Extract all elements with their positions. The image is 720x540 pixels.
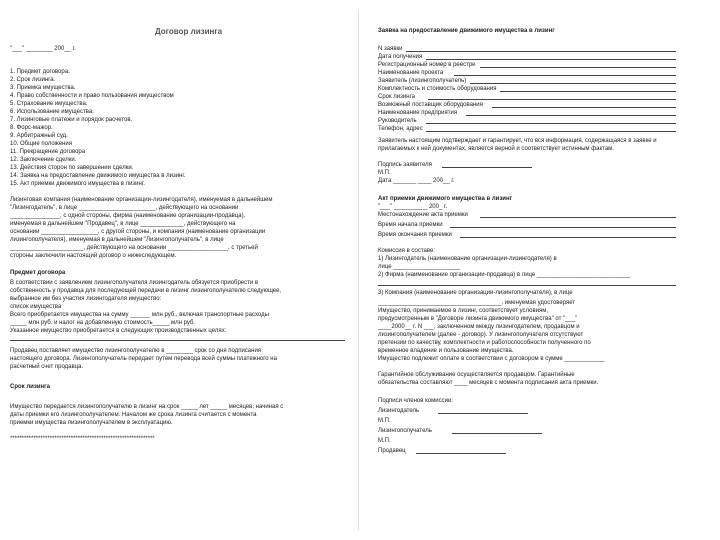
field-blank [492,107,676,108]
intro-line: лизингополучателя), именуемая в дальнейшем "Лизингополучатель", в лице [10,237,224,243]
subject-line: В соответствии с заявлением лизингополучателя лизингодатель обязуется приобрести в [10,280,259,286]
act-text-line: Имущество подлежит оплате в соответствии с договором в сумме ____________ [378,356,605,362]
application-field: Руководитель [378,118,417,124]
toc-item: 10. Общие положения [10,141,72,147]
signature-line: М.П. [378,438,391,444]
term-line: даты приемки его лизингополучателем. Началом же срока лизинга считается с момента [10,412,257,418]
warranty-line: обязательства составляют ____ месяцев с момента подписания акта приемки. [378,380,599,386]
subject-line: _____ млн руб. и налог на добавленную стоимость_____ млн руб. [10,320,196,326]
stars-separator: ************************************************************** [10,436,155,442]
subject-tail-line: настоящего договора. Лизингополучатель передает путем перевода всей суммы платежного на [10,356,277,362]
toc-item: 12. Заключение сделки. [10,157,77,163]
signature-line: М.П. [378,418,391,424]
field-blank [406,51,676,52]
signature-blank [438,413,528,414]
sign-line: М.П. [378,170,391,176]
field-blank [480,67,676,68]
subject-line: выбранное им без участия лизингодателя имущество: [10,296,162,302]
field-blank [426,59,676,60]
application-field: Телефон, адрес [378,126,423,132]
contract-title: Договор лизинга [155,27,223,36]
subject-line: собственность у продавца для последующей передачи в лизинг лизингополучателю следующее, [10,288,282,294]
right-page [360,0,720,540]
subject-heading: Предмет договора [10,270,66,276]
application-heading: Заявка на предоставление движимого имущества в лизинг [378,28,555,34]
intro-line: ______________________, действующего на основании __________________, с третьей [10,245,258,251]
application-field: Дата получения [378,54,423,60]
toc-item: 3. Приемка имущества. [10,85,76,91]
signature-blank [452,433,542,434]
application-field: Комплектность и стоимость оборудования [378,86,497,92]
guarantee-line: Заявитель настоящим подтверждает и гарантирует, что вся информация, содержащаяся в заявке и [378,138,657,144]
field-blank [500,91,676,92]
subject-line: Указанное имущество приобретается в следующих производственных целях: [10,328,227,334]
commission-line: 2) Фирма (наименование организации-продавца) в лице ____________________________ [378,272,631,278]
commission-title: Комиссия в составе: [378,248,435,254]
toc-item: 15. Акт приемки движимого имущества в лизинг. [10,181,145,187]
application-field: Наименование проекта [378,70,444,76]
signature-blank [416,453,506,454]
act-text-line: ____2000__ г. N ___, заключенном между лизингодателем, продавцом и [378,324,580,330]
sign-line: Дата _______ ____ 200__ г. [378,178,455,184]
signature-line: Лизингополучатель [378,428,432,434]
application-field: Заявитель (лизингополучатель) [378,78,467,84]
intro-line: _______________, с одной стороны, фирма (наименование организации-продавца), [10,213,246,219]
field-blank [460,237,676,238]
act-field: Местонахождение акта приемки [378,212,468,218]
toc-item: 1. Предмет договора. [10,69,70,75]
commission-line: 3) Компания (наименование организации-лизингополучателя), в лице [378,290,573,296]
field-blank [480,217,676,218]
toc-item: 6. Использование имущества. [10,109,94,115]
blank-line [378,285,676,286]
signature-line: Лизингодатель [378,408,420,414]
act-heading: Акт приемки движимого имущества в лизинг [378,196,513,202]
intro-line: "Лизингодатель", в лице _______________________, действующего на основании [10,205,239,211]
toc-item: 9. Арбитражный суд. [10,133,68,139]
subject-tail-line: Продавец поставляет имущество лизингополучателю в ________ срок со дня подписания [10,348,262,354]
field-blank [454,75,676,76]
term-line: приемки имущества лизингополучателем в эксплуатацию. [10,420,173,426]
act-field: Время окончания приемки [378,232,452,238]
toc-item: 14. Заявка на предоставление движимого имущества в лизинг. [10,173,186,179]
intro-line: стороны заключили настоящий договор о нижеследующем. [10,253,177,259]
act-text-line: лизингополучателем (далее - договор). У лизингополучателя отсутствуют [378,332,584,338]
guarantee-line: прилагаемых к ней документах, является верной и соответствует истинным фактам. [378,146,614,152]
field-blank [466,115,676,116]
subject-line: Всего приобретается имущества на сумму ______ млн руб., включая транспортные расходы [10,312,269,318]
commission-line: 1) Лизингодатель (наименование организации-лизингодателя) в [378,256,557,262]
term-heading: Срок лизинга [10,384,50,390]
act-text-line: Имущество, принимаемое в лизинг, соответствует условиям, [378,308,549,314]
act-field: Время начала приемки [378,222,443,228]
toc-item: 11. Прекращение договора [10,149,86,155]
toc-item: 2. Срок лизинга. [10,77,56,83]
field-blank [428,99,676,100]
sign-line: Подпись заявителя [378,162,432,168]
toc-item: 4. Право собственности и право пользования имуществом [10,93,174,99]
application-field: Регистрационный номер в реестре [378,62,476,68]
blank-line [10,340,345,341]
subject-tail-line: расчетный счет продавца. [10,364,84,370]
act-text-line: _____________________________________, именуемая удостоверяет [378,300,576,306]
application-field: Возможный поставщик оборудования [378,102,483,108]
field-blank [426,131,676,132]
toc-item: 13. Действия сторон по завершении сделки. [10,165,134,171]
term-line: Имущество передается лизингополучателю в лизинг на срок _____ лет _____ месяцев, начиная с [10,404,284,410]
toc-item: 5. Страхование имущества. [10,101,88,107]
intro-line: основании _________________, с другой стороны, и компания (наименование организации [10,229,266,235]
act-text-line: предусмотренным в "Договоре лизинга движимого имущества" от "___" [378,316,578,322]
field-blank [426,123,676,124]
application-field: Наименование предприятия [378,110,458,116]
signature-line: Продавец [378,448,406,454]
signature-line: Подписи членов комиссии: [378,398,453,404]
act-date: "___" __________ 200_ г. [378,204,448,210]
commission-line: лице ____________________ [378,264,460,270]
contract-date: "___" ________ 200__ г. [10,46,76,52]
intro-line: Лизинговая компания (наименование организации-лизингодателя), именуемая в дальнейшем [10,197,273,203]
application-field: N заявки [378,46,403,52]
field-blank [470,83,676,84]
field-blank [450,227,676,228]
act-text-line: претензии по качеству, комплектности и работоспособности полученного по [378,340,591,346]
act-text-line: временное владение и пользование имущества. [378,348,514,354]
toc-item: 7. Лизинговые платежи и порядок расчетов. [10,117,133,123]
toc-item: 8. Форс-мажор. [10,125,53,131]
intro-line: именуемая в дальнейшем "Продавец", в лице _____________, действующего на [10,221,236,227]
warranty-line: Гарантийное обслуживание осуществляется продавцом. Гарантийные [378,372,575,378]
signature-blank [442,167,532,168]
application-field: Срок лизинга [378,94,415,100]
subject-line: список имущества [10,304,62,310]
